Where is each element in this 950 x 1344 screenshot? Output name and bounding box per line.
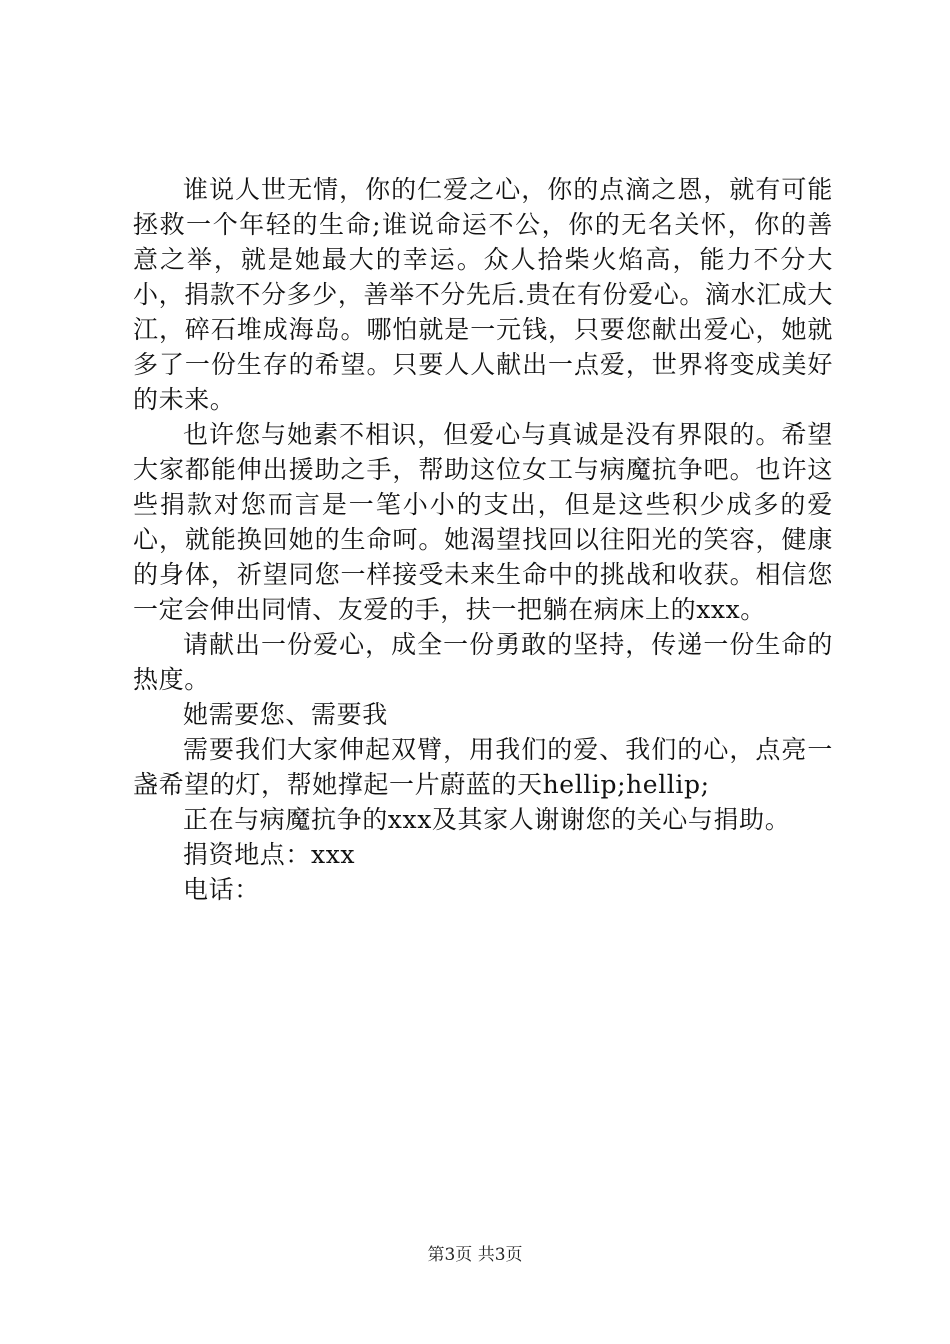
paragraph-phone: 电话： xyxy=(183,875,260,904)
paragraph-donate-call: 请献出一份爱心，成全一份勇敢的坚持，传递一份生命的热度。 xyxy=(133,630,833,694)
paragraph-appeal-intro: 谁说人世无情，你的仁爱之心，你的点滴之恩，就有可能拯救一个年轻的生命;谁说命运不公，你的无名关怀，你的善意之举，就是她最大的幸运。众人拾柴火焰高，能力不分大小，捐款不分多少，善举不分先后.贵在有份爱心。滴水汇成大江，碎石堆成海岛。哪怕就是一元钱，只要您献出爱心，她就多了一份生存的希望。只要人人献出一点爱，世界将变成美好的未来。 xyxy=(133,175,833,414)
paragraph-thanks: 正在与病魔抗争的xxx及其家人谢谢您的关心与捐助。 xyxy=(183,805,791,834)
document-body xyxy=(133,172,833,907)
paragraph-donation-location: 捐资地点：xxx xyxy=(183,840,356,869)
paragraph-she-needs: 她需要您、需要我 xyxy=(183,700,388,729)
page-number-footer: 第3页 共3页 xyxy=(427,1245,523,1265)
paragraph-raise-arms: 需要我们大家伸起双臂，用我们的爱、我们的心，点亮一盏希望的灯，帮她撑起一片蔚蓝的天hellip;hellip; xyxy=(133,735,833,799)
paragraph-appeal-help: 也许您与她素不相识，但爱心与真诚是没有界限的。希望大家都能伸出援助之手，帮助这位女工与病魔抗争吧。也许这些捐款对您而言是一笔小小的支出，但是这些积少成多的爱心，就能换回她的生命呵。她渴望找回以往阳光的笑容，健康的身体，祈望同您一样接受未来生命中的挑战和收获。相信您一定会伸出同情、友爱的手，扶一把躺在病床上的xxx。 xyxy=(133,420,833,624)
